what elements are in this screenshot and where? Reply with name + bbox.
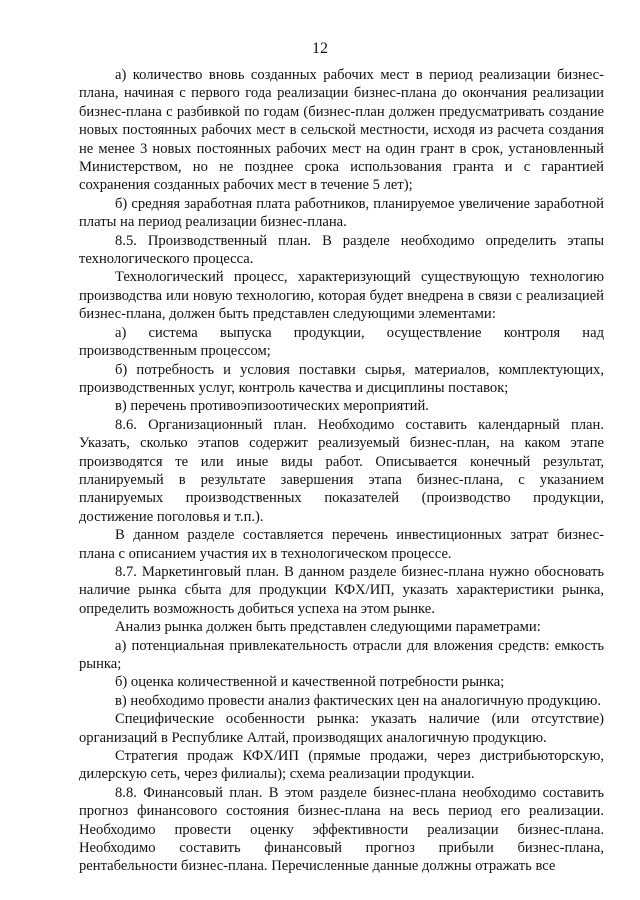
paragraph-item-b-raw-materials: б) потребность и условия поставки сырья, материалов, комплектующих, производственных услуг, контроль качества и дисциплины поставок; — [79, 361, 604, 396]
paragraph-item-c-anti-epizootic: в) перечень противоэпизоотических мероприятий. — [115, 398, 429, 415]
paragraph-item-b-average-salary: б) средняя заработная плата работников, планируемое увеличение заработной платы на период реализации бизнес-плана. — [79, 195, 604, 231]
paragraph-section-8-6-organizational-plan: 8.6. Организационный план. Необходимо составить календарный план. Указать, сколько этапов содержит реализуемый бизнес-план, на каком этапе производятся те или иные виды работ. Описывается конечный результат, планируемый в результате завершения этапа бизнес-плана, с указанием планируемых производственных показателей (производство продукции, достижение поголовья и т.п.). — [79, 416, 604, 525]
paragraph-market-analysis: Анализ рынка должен быть представлен следующими параметрами: — [115, 619, 541, 636]
paragraph-market-specifics: Специфические особенности рынка: указать наличие (или отсутствие) организаций в Республике Алтай, производящих аналогичную продукцию. — [79, 711, 604, 746]
paragraph-item-b-demand-assessment: б) оценка количественной и качественной потребности рынка; — [115, 674, 505, 691]
paragraph-investment-costs: В данном разделе составляется перечень инвестиционных затрат бизнес-плана с описанием участия их в технологическом процессе. — [79, 527, 604, 562]
paragraph-sales-strategy: Стратегия продаж КФХ/ИП (прямые продажи, через дистрибьюторскую, дилерскую сеть, через филиалы); схема реализации продукции. — [79, 748, 604, 783]
paragraph-technological-process: Технологический процесс, характеризующий существующую технологию производства или новую технологию, которая будет внедрена в связи с реализацией бизнес-плана, должен быть представлен следующими элементами: — [79, 269, 604, 323]
document-body — [79, 66, 604, 876]
page-number: 12 — [312, 40, 328, 57]
paragraph-item-a-output-system: а) система выпуска продукции, осуществление контроля над производственным процессом; — [79, 324, 604, 360]
paragraph-section-8-5-production-plan: 8.5. Производственный план. В разделе необходимо определить этапы технологического процесса. — [79, 232, 604, 268]
paragraph-item-a-new-jobs: а) количество вновь созданных рабочих мест в период реализации бизнес-плана, начиная с первого года реализации бизнес-плана до окончания реализации бизнес-плана с разбивкой по годам (бизнес-план должен предусматривать создание новых постоянных рабочих мест в сельской местности, исходя из расчета создания не менее 3 новых постоянных рабочих мест на один грант в срок, установленный Министерством, но не позднее срока использования гранта и с гарантией сохранения созданных рабочих мест в течение 5 лет); — [79, 67, 604, 194]
paragraph-item-a-attractiveness: а) потенциальная привлекательность отрасли для вложения средств: емкость рынка; — [79, 637, 604, 672]
paragraph-section-8-7-marketing-plan: 8.7. Маркетинговый план. В данном разделе бизнес-плана нужно обосновать наличие рынка сбыта для продукции КФХ/ИП, указать характеристики рынка, определить возможность добиться успеха на этом рынке. — [79, 563, 604, 617]
paragraph-section-8-8-financial-plan: 8.8. Финансовый план. В этом разделе бизнес-плана необходимо составить прогноз финансового состояния бизнес-плана на весь период его реализации. Необходимо провести оценку эффективности реализации бизнес-плана. Необходимо составить финансовый прогноз прибыли бизнес-плана, рентабельности бизнес-плана. Перечисленные данные должны отражать все — [79, 784, 604, 875]
paragraph-item-c-price-analysis: в) необходимо провести анализ фактических цен на аналогичную продукцию. — [115, 692, 602, 709]
